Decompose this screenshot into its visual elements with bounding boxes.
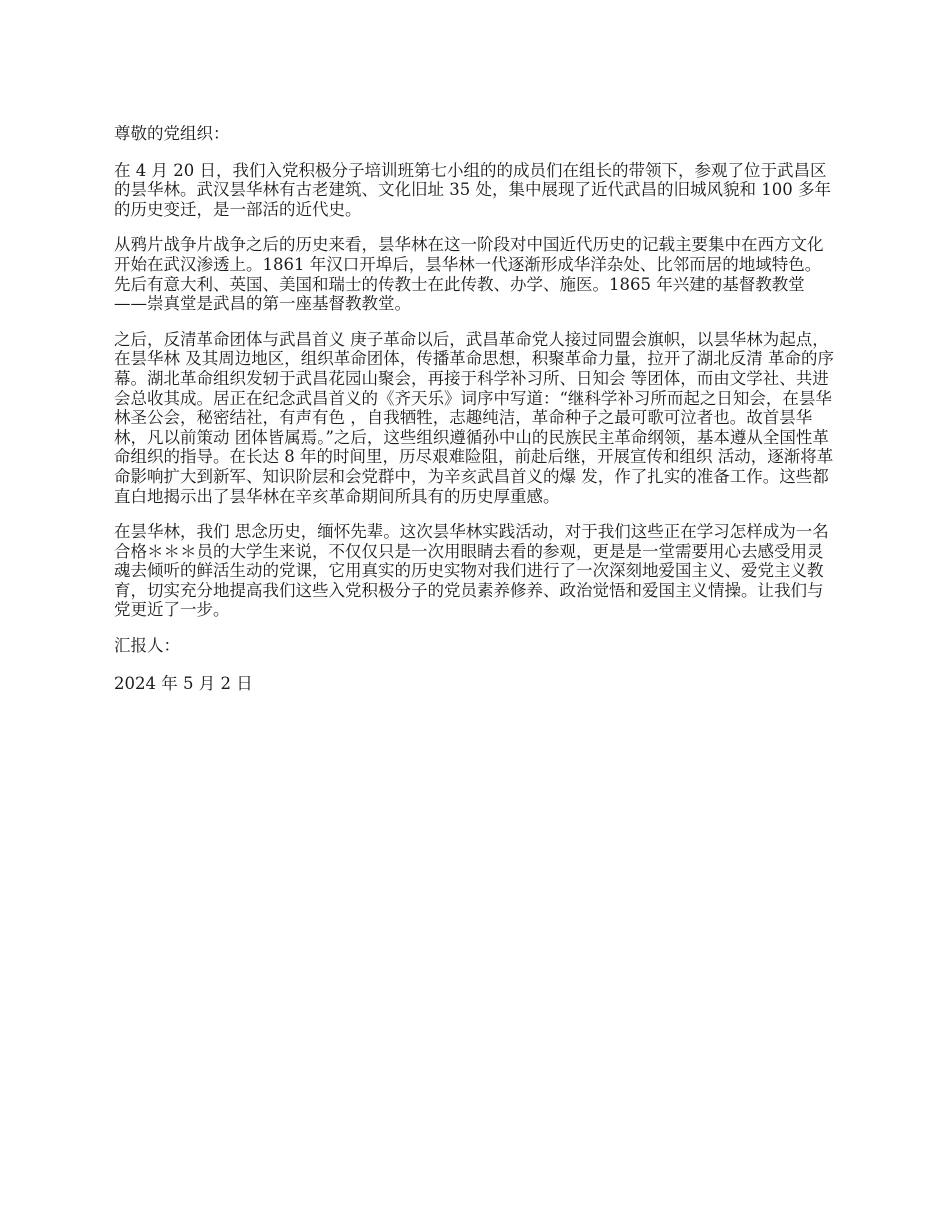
report-date: 2024 年 5 月 2 日 — [114, 673, 253, 693]
paragraph-revolution: 之后，反清革命团体与武昌首义 庚子革命以后，武昌革命党人接过同盟会旗帜，以昙华林为起点，在昙华林 及其周边地区，组织革命团体，传播革命思想，积聚革命力量，拉开了湖北反清 革命的序幕。湖北革命组织发轫于武昌花园山聚会，再接于科学补习所、日知会 等团体，而由文学社、共进会总收其成。居正在纪念武昌首义的《齐天乐》词序中写道：“继科学补习所而起之日知会，在昙华林圣公会，秘密结社，有声有色 ，自我牺牲，志趣纯洁，革命种子之最可歌可泣者也。故首昙华林，凡以前策动 团体皆属焉。”之后，这些组织遵循孙中山的民族民主革命纲领，基本遵从全国性革 命组织的指导。在长达 8 年的时间里，历尽艰难险阻，前赴后继，开展宣传和组织 活动，逐渐将革命影响扩大到新军、知识阶层和会党群中，为辛亥武昌首义的爆 发，作了扎实的准备工作。这些都直白地揭示出了昙华林在辛亥革命期间所具有的历史厚重感。 — [114, 329, 834, 506]
paragraph-visit: 在 4 月 20 日，我们入党积极分子培训班第七小组的的成员们在组长的带领下，参观了位于武昌区的昙华林。武汉昙华林有古老建筑、文化旧址 35 处，集中展现了近代武昌的旧城风貌和 100 多年的历史变迁，是一部活的近代史。 — [114, 160, 831, 219]
greeting: 尊敬的党组织： — [114, 124, 230, 143]
signature-label: 汇报人： — [114, 636, 180, 656]
paragraph-reflection: 在昙华林，我们 思念历史，缅怀先辈。这次昙华林实践活动，对于我们这些正在学习怎样成为一名合格＊＊＊员的大学生来说，不仅仅只是一次用眼睛去看的参观，更是是一堂需要用心去感受用灵魂去倾听的鲜活生动的党课，它用真实的历史实物对我们进行了一次深刻地爱国主义、爱党主义教育，切实充分地提高我们这些入党积极分子的党员素养修养、政治觉悟和爱国主义情操。让我们与党更近了一步。 — [114, 522, 829, 620]
paragraph-history: 从鸦片战争片战争之后的历史来看，昙华林在这一阶段对中国近代历史的记载主要集中在西方文化开始在武汉渗透上。1861 年汉口开埠后，昙华林一代逐渐形成华洋杂处、比邻而居的地域特色。先后有意大利、英国、美国和瑞士的传教士在此传教、办学、施医。1865 年兴建的基督教教堂——崇真堂是武昌的第一座基督教教堂。 — [114, 235, 824, 314]
